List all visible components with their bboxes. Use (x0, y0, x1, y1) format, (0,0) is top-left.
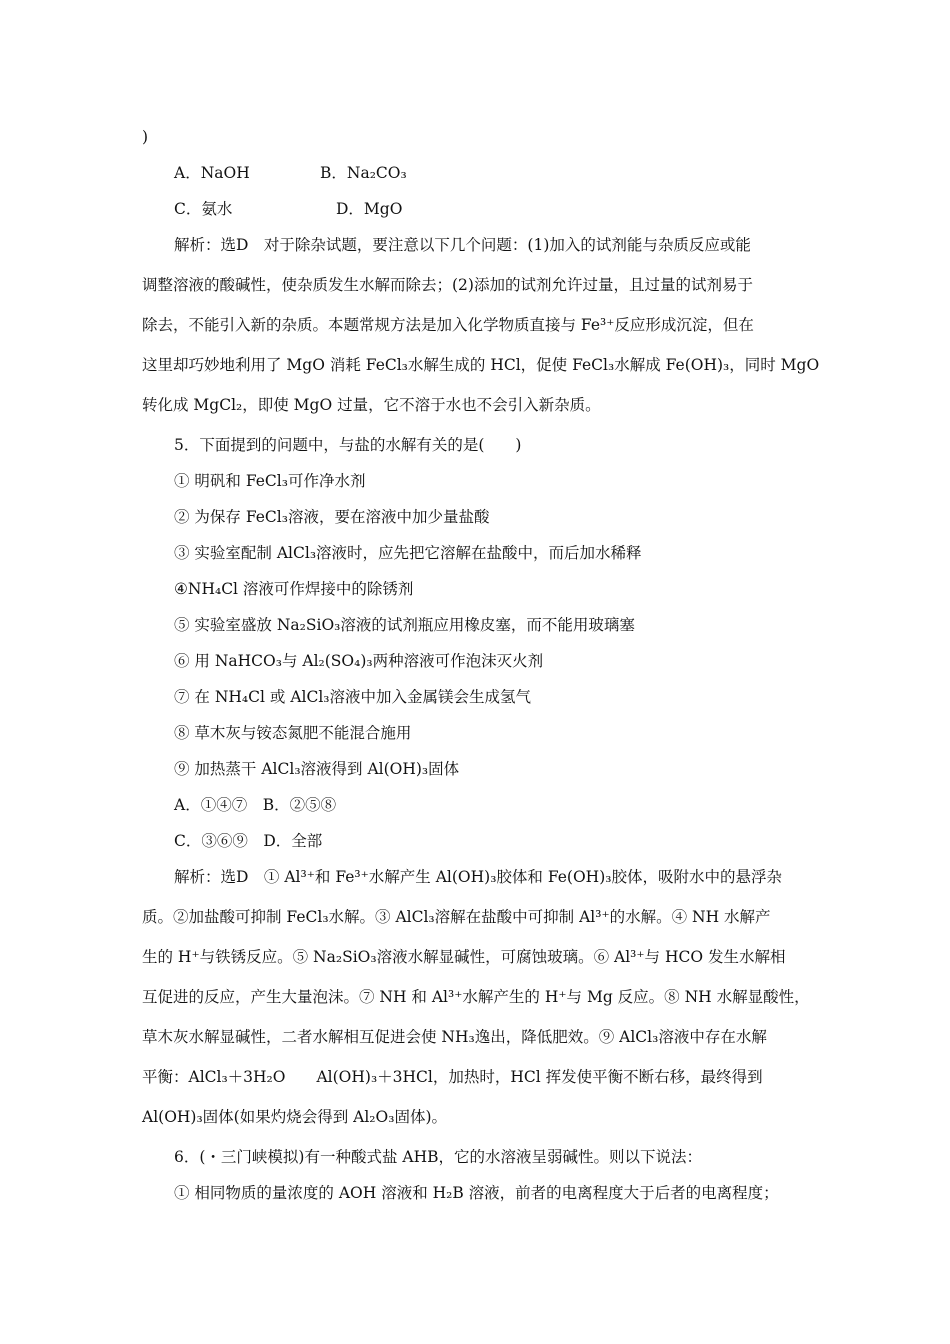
explanation-1-line-2: 调整溶液的酸碱性，使杂质发生水解而除去；(2)添加的试剂允许过量，且过量的试剂易于 (142, 276, 753, 294)
item-6: ⑥ 用 NaHCO₃与 Al₂(SO₄)₃两种溶液可作泡沫灭火剂 (174, 652, 544, 670)
explanation-1-line-1: 解析：选D 对于除杂试题，要注意以下几个问题：(1)加入的试剂能与杂质反应或能 (174, 236, 751, 254)
explanation-2-line-7: Al(OH)₃固体(如果灼烧会得到 Al₂O₃固体)。 (142, 1108, 447, 1126)
item-2: ② 为保存 FeCl₃溶液，要在溶液中加少量盐酸 (174, 508, 490, 526)
question-6-statement-1: ① 相同物质的量浓度的 AOH 溶液和 H₂B 溶液，前者的电离程度大于后者的电离程度； (174, 1184, 779, 1202)
item-8: ⑧ 草木灰与铵态氮肥不能混合施用 (174, 724, 412, 742)
explanation-2-line-5: 草木灰水解显碱性，二者水解相互促进会使 NH₃逸出，降低肥效。⑨ AlCl₃溶液中存在水解 (142, 1028, 767, 1046)
item-4: ④NH₄Cl 溶液可作焊接中的除锈剂 (174, 580, 414, 598)
explanation-2-line-4: 互促进的反应，产生大量泡沫。⑦ NH 和 Al³⁺水解产生的 H⁺与 Mg 反应。⑧ NH 水解显酸性， (142, 988, 810, 1006)
paren-close: ) (142, 128, 149, 146)
explanation-2-line-1: 解析：选D ① Al³⁺和 Fe³⁺水解产生 Al(OH)₃胶体和 Fe(OH)₃胶体，吸附水中的悬浮杂 (174, 868, 782, 886)
option-c: C．氨水 (174, 200, 233, 218)
explanation-1-line-3: 除去，不能引入新的杂质。本题常规方法是加入化学物质直接与 Fe³⁺反应形成沉淀，但在 (142, 316, 754, 334)
item-7: ⑦ 在 NH₄Cl 或 AlCl₃溶液中加入金属镁会生成氢气 (174, 688, 532, 706)
item-5: ⑤ 实验室盛放 Na₂SiO₃溶液的试剂瓶应用橡皮塞，而不能用玻璃塞 (174, 616, 635, 634)
explanation-1-line-4: 这里却巧妙地利用了 MgO 消耗 FeCl₃水解生成的 HCl，促使 FeCl₃水解成 Fe(OH)₃，同时 MgO (142, 356, 820, 374)
option-a: A．NaOH (174, 164, 250, 182)
item-1: ① 明矾和 FeCl₃可作净水剂 (174, 472, 366, 490)
item-3: ③ 实验室配制 AlCl₃溶液时，应先把它溶解在盐酸中，而后加水稀释 (174, 544, 642, 562)
option-b: B．Na₂CO₃ (320, 164, 407, 182)
explanation-2-line-6: 平衡：AlCl₃＋3H₂O Al(OH)₃＋3HCl，加热时，HCl 挥发使平衡不断右移，最终得到 (142, 1068, 763, 1086)
options-cd: C．③⑥⑨ D．全部 (174, 832, 323, 850)
question-6: 6．(・三门峡模拟)有一种酸式盐 AHB，它的水溶液呈弱碱性。则以下说法： (174, 1148, 702, 1166)
option-d: D．MgO (336, 200, 403, 218)
question-5: 5．下面提到的问题中，与盐的水解有关的是( ) (174, 436, 522, 454)
options-ab: A．①④⑦ B．②⑤⑧ (174, 796, 337, 814)
item-9: ⑨ 加热蒸干 AlCl₃溶液得到 Al(OH)₃固体 (174, 760, 460, 778)
explanation-2-line-3: 生的 H⁺与铁锈反应。⑤ Na₂SiO₃溶液水解显碱性，可腐蚀玻璃。⑥ Al³⁺与 HCO 发生水解相 (142, 948, 786, 966)
explanation-1-line-5: 转化成 MgCl₂，即使 MgO 过量，它不溶于水也不会引入新杂质。 (142, 396, 601, 414)
explanation-2-line-2: 质。②加盐酸可抑制 FeCl₃水解。③ AlCl₃溶解在盐酸中可抑制 Al³⁺的水解。④ NH 水解产 (142, 908, 771, 926)
